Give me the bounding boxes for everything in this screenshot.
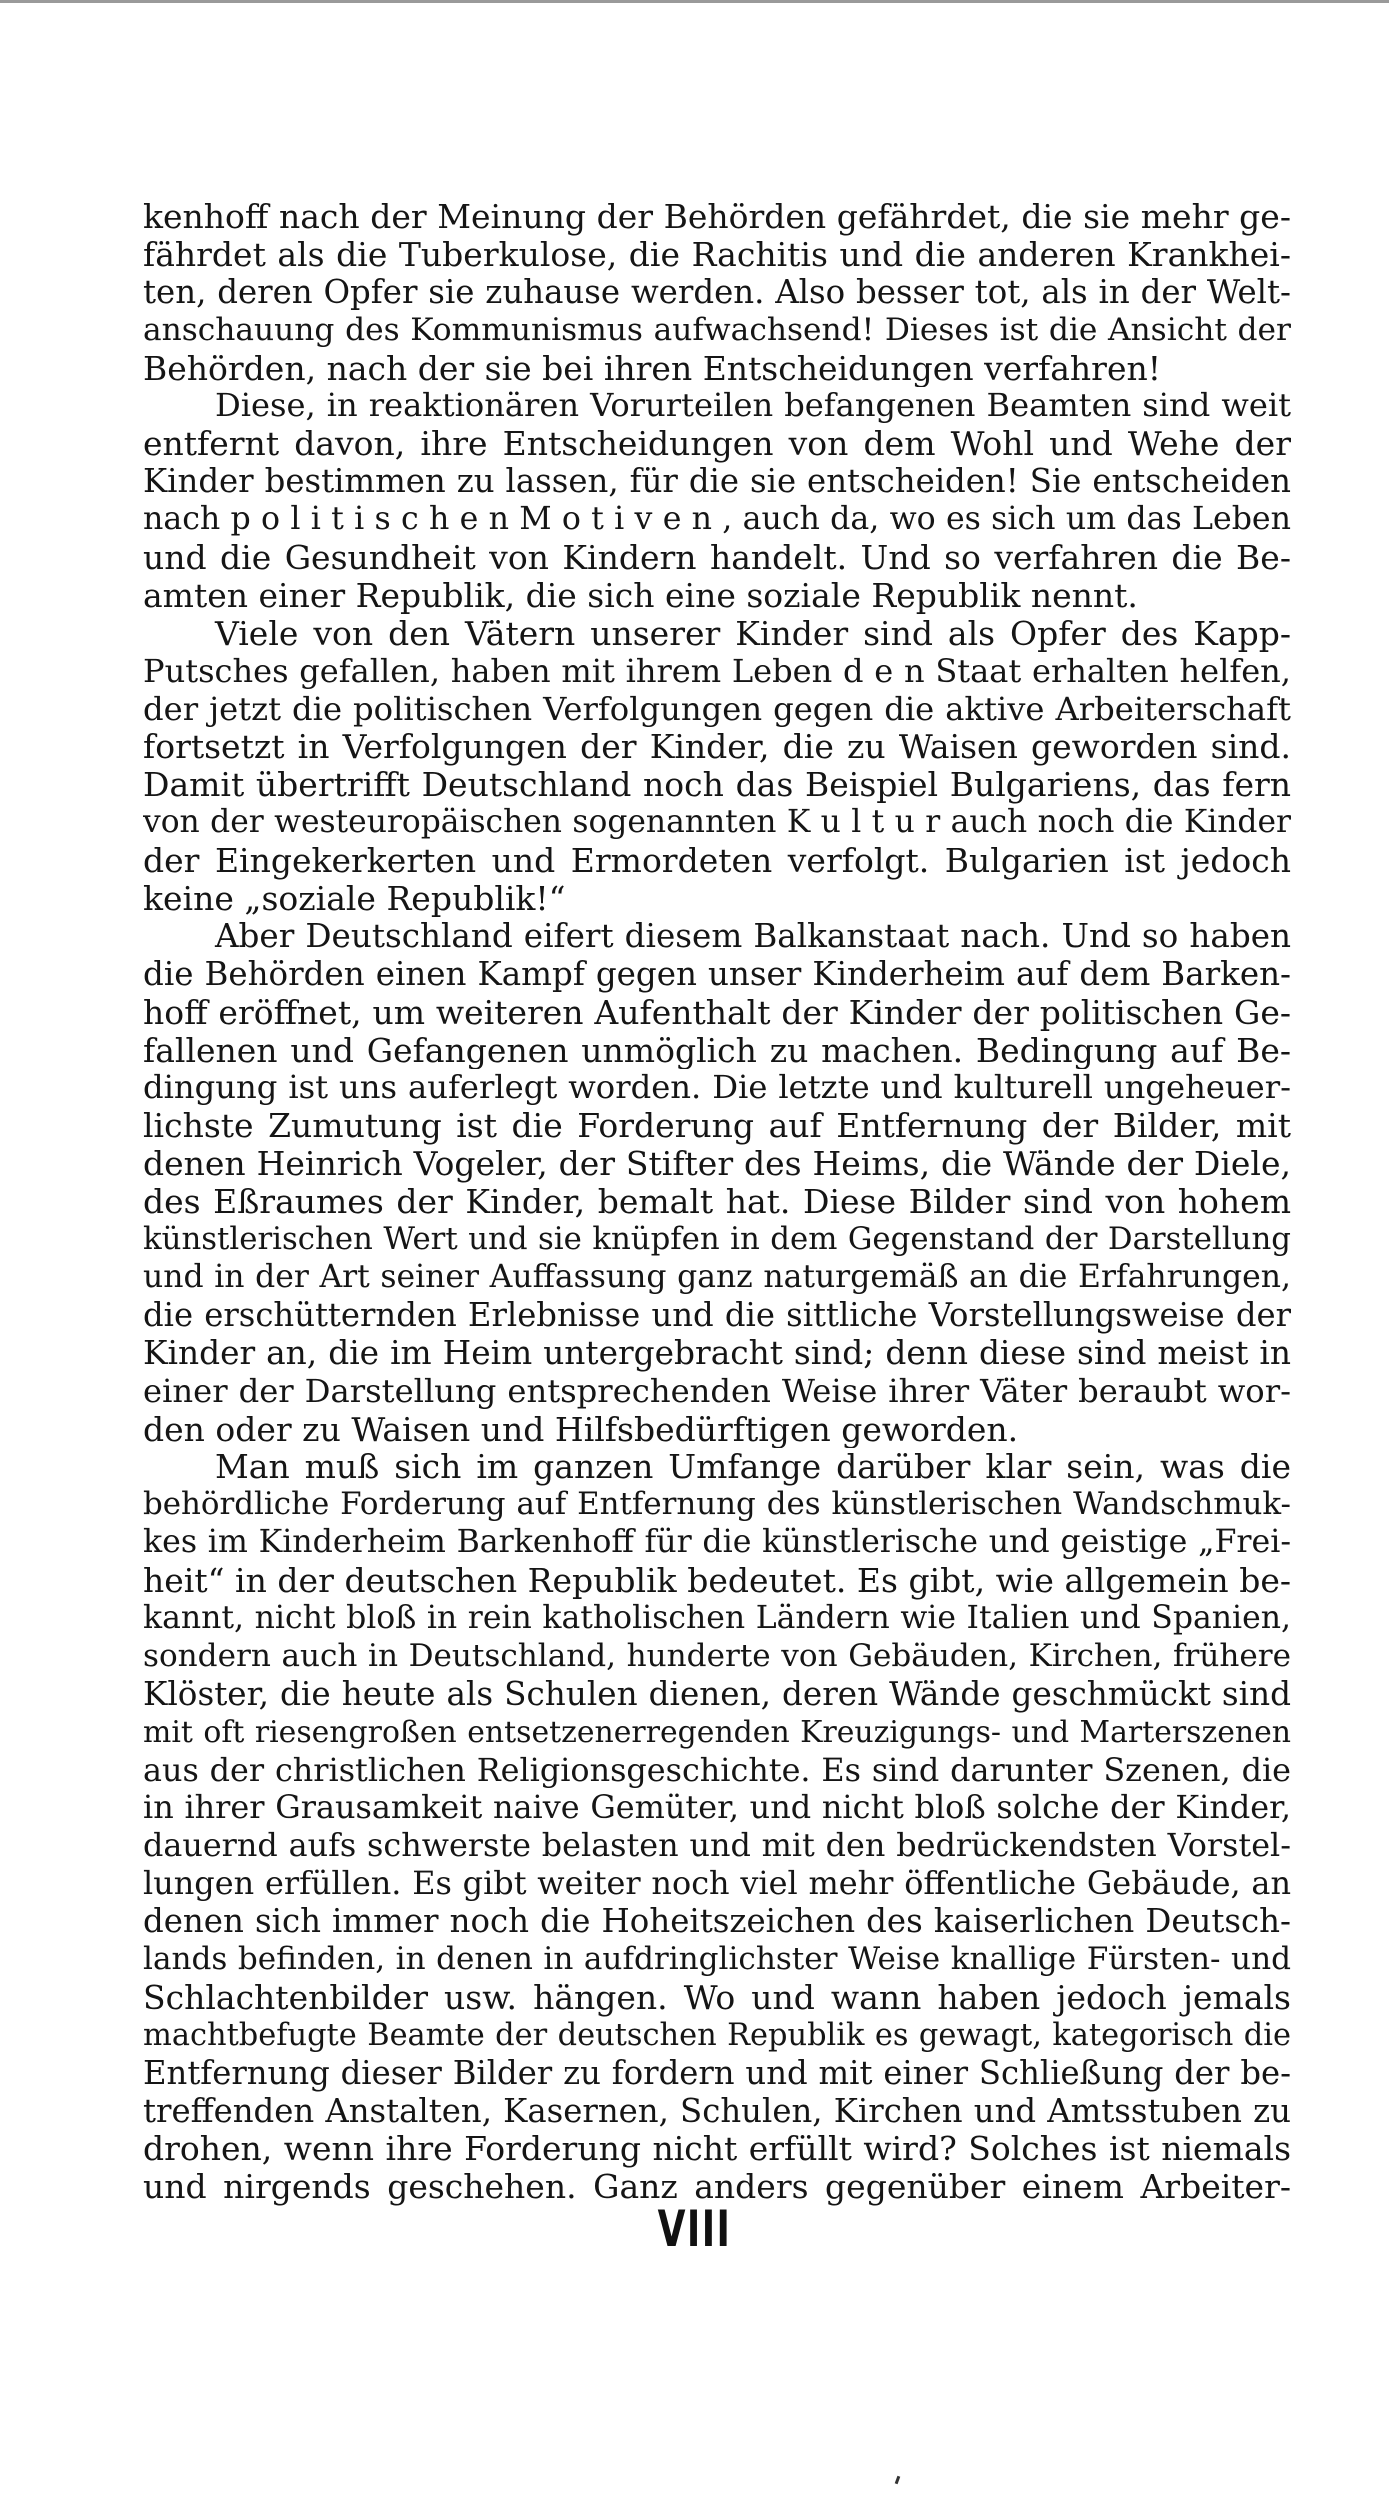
text-line: in ihrer Grausamkeit naive Gemüter, und nicht bloß solche der Kinder,	[143, 1789, 1291, 1827]
body-text	[143, 198, 1291, 2206]
text-line: Schlachtenbilder usw. hängen. Wo und wann haben jedoch jemals	[143, 1978, 1291, 2017]
text-line: Viele von den Vätern unserer Kinder sind als Opfer des Kapp-	[215, 614, 1291, 653]
text-line: heit“ in der deutschen Republik bedeutet. Es gibt, wie allgemein be-	[143, 1562, 1291, 1600]
text-line: und die Gesundheit von Kindern handelt. Und so verfahren die Be-	[143, 539, 1291, 577]
text-line: Diese, in reaktionären Vorurteilen befangenen Beamten sind weit	[215, 387, 1291, 425]
text-line: und in der Art seiner Auffassung ganz naturgemäß an die Erfahrungen,	[143, 1258, 1291, 1295]
page-number: VIII	[657, 2200, 732, 2258]
text-line: machtbefugte Beamte der deutschen Republik es gewagt, kategorisch die	[143, 2017, 1291, 2053]
text-line: Kinder bestimmen zu lassen, für die sie entscheiden! Sie entscheiden	[143, 463, 1291, 501]
text-line: denen sich immer noch die Hoheitszeichen des kaiserlichen Deutsch-	[143, 1903, 1291, 1941]
text-line: Kinder an, die im Heim untergebracht sind; denn diese sind meist in	[143, 1334, 1291, 1372]
top-border-line	[0, 0, 1389, 3]
text-line: fortsetzt in Verfolgungen der Kinder, die zu Waisen geworden sind.	[143, 728, 1291, 767]
text-line: der Eingekerkerten und Ermordeten verfolgt. Bulgarien ist jedoch	[143, 842, 1291, 881]
text-line: sondern auch in Deutschland, hunderte von Gebäuden, Kirchen, frühere	[143, 1637, 1291, 1674]
text-line: einer der Darstellung entsprechenden Weise ihrer Väter beraubt wor-	[143, 1372, 1291, 1410]
text-line: behördliche Forderung auf Entfernung des künstlerischen Wandschmuk-	[143, 1486, 1291, 1523]
text-line: fallenen und Gefangenen unmöglich zu machen. Bedingung auf Be-	[143, 1031, 1291, 1070]
text-line: Entfernung dieser Bilder zu fordern und mit einer Schließung der be-	[143, 2054, 1291, 2092]
text-line: dauernd aufs schwerste belasten und mit den bedrückendsten Vorstel-	[143, 1827, 1291, 1865]
text-line: und nirgends geschehen. Ganz anders gegenüber einem Arbeiter-	[143, 2168, 1291, 2207]
text-line: kannt, nicht bloß in rein katholischen Ländern wie Italien und Spanien,	[143, 1599, 1291, 1636]
text-line: treffenden Anstalten, Kasernen, Schulen, Kirchen und Amtsstuben zu	[143, 2092, 1291, 2130]
text-line: Behörden, nach der sie bei ihren Entscheidungen verfahren!	[143, 349, 1161, 388]
text-line: drohen, wenn ihre Forderung nicht erfüllt wird? Solches ist niemals	[143, 2130, 1291, 2169]
text-line: entfernt davon, ihre Entscheidungen von dem Wohl und Wehe der	[143, 425, 1291, 464]
text-line: Klöster, die heute als Schulen dienen, deren Wände geschmückt sind	[143, 1675, 1291, 1713]
text-line: anschauung des Kommunismus aufwachsend! Dieses ist die Ansicht der	[143, 311, 1291, 348]
text-line: lands befinden, in denen in aufdringlichster Weise knallige Fürsten- und	[143, 1940, 1291, 1977]
text-line: denen Heinrich Vogeler, der Stifter des Heims, die Wände der Diele,	[143, 1145, 1291, 1184]
text-line: Putsches gefallen, haben mit ihrem Leben d e n Staat erhalten helfen,	[143, 652, 1291, 690]
text-line: den oder zu Waisen und Hilfsbedürftigen geworden.	[143, 1410, 1019, 1449]
text-line: künstlerischen Wert und sie knüpfen in dem Gegenstand der Darstellung	[143, 1221, 1291, 1258]
text-line: lungen erfüllen. Es gibt weiter noch viel mehr öffentliche Gebäude, an	[143, 1865, 1291, 1903]
text-line: von der westeuropäischen sogenannten K u l t u r auch noch die Kinder	[143, 804, 1291, 841]
text-line: Aber Deutschland eifert diesem Balkanstaat nach. Und so haben	[215, 917, 1291, 955]
ink-speck	[895, 2476, 901, 2485]
text-line: Man muß sich im ganzen Umfange darüber klar sein, was die	[215, 1448, 1291, 1487]
text-line: aus der christlichen Religionsgeschichte. Es sind darunter Szenen, die	[143, 1751, 1291, 1789]
text-line: ten, deren Opfer sie zuhause werden. Also besser tot, als in der Welt-	[143, 273, 1291, 311]
text-line: mit oft riesengroßen entsetzenerregenden Kreuzigungs- und Marterszenen	[143, 1714, 1291, 1750]
text-line: kes im Kinderheim Barkenhoff für die künstlerische und geistige „Frei-	[143, 1524, 1291, 1561]
text-line: fährdet als die Tuberkulose, die Rachitis und die anderen Krankhei-	[143, 235, 1291, 274]
text-line: kenhoff nach der Meinung der Behörden gefährdet, die sie mehr ge-	[143, 198, 1291, 236]
text-line: der jetzt die politischen Verfolgungen gegen die aktive Arbeiterschaft	[143, 690, 1291, 728]
text-line: keine „soziale Republik!“	[143, 880, 566, 918]
text-line: nach p o l i t i s c h e n M o t i v e n , auch da, wo es sich um das Leben	[143, 501, 1291, 538]
text-line: hoff eröffnet, um weiteren Aufenthalt der Kinder der politischen Ge-	[143, 993, 1291, 1032]
text-line: dingung ist uns auferlegt worden. Die letzte und kulturell ungeheuer-	[143, 1069, 1291, 1107]
text-line: Damit übertrifft Deutschland noch das Beispiel Bulgariens, das fern	[143, 766, 1291, 805]
text-line: die Behörden einen Kampf gegen unser Kinderheim auf dem Barken-	[143, 955, 1291, 993]
text-line: amten einer Republik, die sich eine soziale Republik nennt.	[143, 576, 1138, 615]
text-line: lichste Zumutung ist die Forderung auf Entfernung der Bilder, mit	[143, 1107, 1291, 1146]
text-line: des Eßraumes der Kinder, bemalt hat. Diese Bilder sind von hohem	[143, 1183, 1291, 1222]
text-line: die erschütternden Erlebnisse und die sittliche Vorstellungsweise der	[143, 1296, 1291, 1334]
